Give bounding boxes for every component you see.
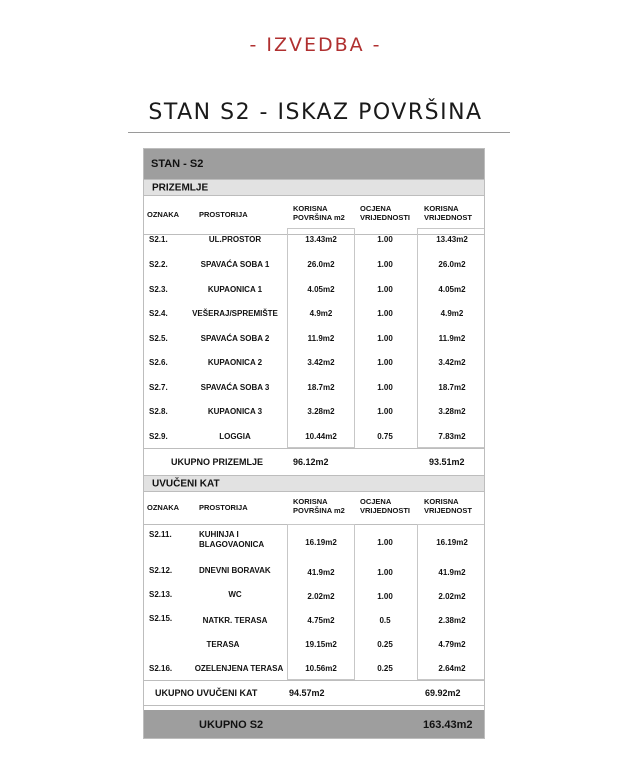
title-divider [128, 132, 510, 133]
row-code: S2.16. [149, 664, 173, 673]
row-code: S2.1. [149, 235, 168, 244]
row-value: 4.9m2 [440, 309, 464, 318]
col-coef-header-l1: OCJENA [360, 497, 392, 506]
row-value: 2.64m2 [438, 664, 466, 673]
grand-total-label: UKUPNO S2 [199, 718, 264, 731]
row-code: S2.2. [149, 260, 168, 269]
row-area: 18.7m2 [307, 383, 335, 392]
row-coef: 1.00 [377, 592, 393, 601]
col-coef-header-l2: VRIJEDNOSTI [360, 506, 411, 515]
row-area: 19.15m2 [305, 640, 337, 649]
row-code: S2.6. [149, 358, 168, 367]
col-code-header: OZNAKA [147, 210, 180, 219]
row-area: 2.02m2 [307, 592, 335, 601]
col-area-header-l2: POVRŠINA m2 [293, 213, 345, 222]
row-area: 4.75m2 [307, 616, 335, 625]
row-code: S2.9. [149, 432, 168, 441]
row-area: 41.9m2 [307, 568, 335, 577]
col-coef-header-l1: OCJENA [360, 204, 392, 213]
row-value: 2.38m2 [438, 616, 466, 625]
row-value: 26.0m2 [438, 260, 466, 269]
row-coef: 0.5 [379, 616, 391, 625]
row-coef: 1.00 [377, 407, 393, 416]
phase-banner: - IZVEDBA - [249, 34, 382, 56]
col-value-header-l2: VRIJEDNOST [424, 506, 472, 515]
ground-total-value: 93.51m2 [429, 457, 465, 467]
row-room: NATKR. TERASA [202, 616, 268, 625]
col-area-header-l2: POVRŠINA m2 [293, 506, 345, 515]
row-coef: 1.00 [377, 285, 393, 294]
ground-total-label: UKUPNO PRIZEMLJE [171, 457, 264, 467]
upper-total-area: 94.57m2 [289, 688, 325, 698]
area-column-box [287, 524, 355, 680]
row-code: S2.15. [149, 614, 173, 623]
unit-title: STAN - S2 [151, 157, 204, 170]
row-coef: 0.25 [377, 664, 393, 673]
row-room: VEŠERAJ/SPREMIŠTE [192, 309, 278, 318]
row-area: 4.9m2 [309, 309, 333, 318]
row-value: 13.43m2 [436, 235, 468, 244]
row-coef: 1.00 [377, 358, 393, 367]
grand-total-band [143, 710, 485, 739]
upper-total-value: 69.92m2 [425, 688, 461, 698]
row-value: 4.05m2 [438, 285, 466, 294]
row-room: LOGGIA [219, 432, 251, 441]
row-value: 3.42m2 [438, 358, 466, 367]
row-area: 3.42m2 [307, 358, 335, 367]
row-code: S2.3. [149, 285, 168, 294]
row-coef: 1.00 [377, 334, 393, 343]
row-code: S2.4. [149, 309, 168, 318]
row-coef: 1.00 [377, 383, 393, 392]
row-coef: 1.00 [377, 260, 393, 269]
row-area: 26.0m2 [307, 260, 335, 269]
unit-title-band [143, 148, 485, 179]
row-room: SPAVAĆA SOBA 2 [200, 334, 270, 343]
row-code: S2.7. [149, 383, 168, 392]
ground-total-row [143, 448, 485, 476]
row-coef: 1.00 [377, 568, 393, 577]
area-column-box [287, 228, 355, 448]
row-coef: 0.25 [377, 640, 393, 649]
row-room: WC [228, 590, 242, 599]
col-value-header-l1: KORISNA [424, 204, 459, 213]
col-value-header-l2: VRIJEDNOST [424, 213, 472, 222]
row-room: OZELENJENA TERASA [194, 664, 284, 673]
row-room: TERASA [206, 640, 240, 649]
row-area: 16.19m2 [305, 538, 337, 547]
row-area: 10.56m2 [305, 664, 337, 673]
row-room: DNEVNI BORAVAK [199, 566, 271, 575]
row-room: KUPAONICA 1 [207, 285, 263, 294]
row-area: 4.05m2 [307, 285, 335, 294]
section-ground-label: PRIZEMLJE [152, 182, 209, 193]
row-room: SPAVAĆA SOBA 3 [200, 383, 270, 392]
col-coef-header-l2: VRIJEDNOSTI [360, 213, 411, 222]
row-value: 41.9m2 [438, 568, 466, 577]
row-room: KUHINJA I [199, 530, 239, 539]
document-title: STAN S2 - ISKAZ POVRŠINA [148, 100, 483, 125]
row-room: SPAVAĆA SOBA 1 [200, 260, 270, 269]
col-code-header: OZNAKA [147, 503, 180, 512]
row-area: 3.28m2 [307, 407, 335, 416]
ground-total-area: 96.12m2 [293, 457, 329, 467]
section-upper-label: UVUČENI KAT [152, 478, 220, 489]
row-code: S2.13. [149, 590, 173, 599]
row-coef: 1.00 [377, 538, 393, 547]
section-upper-band [143, 475, 485, 492]
grand-total-value: 163.43m2 [423, 718, 473, 731]
row-area: 13.43m2 [305, 235, 337, 244]
row-value: 2.02m2 [438, 592, 466, 601]
row-value: 11.9m2 [438, 334, 466, 343]
row-value: 7.83m2 [438, 432, 466, 441]
col-area-header-l1: KORISNA [293, 204, 328, 213]
value-column-box [417, 228, 485, 448]
row-room: KUPAONICA 3 [207, 407, 263, 416]
row-value: 18.7m2 [438, 383, 466, 392]
col-room-header: PROSTORIJA [199, 503, 248, 512]
upper-total-label: UKUPNO UVUČENI KAT [155, 688, 258, 698]
row-coef: 1.00 [377, 235, 393, 244]
row-area: 11.9m2 [307, 334, 335, 343]
col-room-header: PROSTORIJA [199, 210, 248, 219]
row-coef: 0.75 [377, 432, 393, 441]
row-value: 4.79m2 [438, 640, 466, 649]
column-header-upper [143, 492, 485, 525]
row-code: S2.12. [149, 566, 173, 575]
section-ground-band [143, 179, 485, 196]
row-area: 10.44m2 [305, 432, 337, 441]
col-area-header-l1: KORISNA [293, 497, 328, 506]
row-code: S2.8. [149, 407, 168, 416]
value-column-box [417, 524, 485, 680]
row-value: 16.19m2 [436, 538, 468, 547]
col-value-header-l1: KORISNA [424, 497, 459, 506]
row-code: S2.5. [149, 334, 168, 343]
row-coef: 1.00 [377, 309, 393, 318]
row-room: UL.PROSTOR [208, 235, 262, 244]
row-room-line2: BLAGOVAONICA [199, 540, 265, 549]
row-value: 3.28m2 [438, 407, 466, 416]
row-room: KUPAONICA 2 [207, 358, 263, 367]
row-code: S2.11. [149, 530, 172, 539]
upper-total-row [143, 680, 485, 706]
